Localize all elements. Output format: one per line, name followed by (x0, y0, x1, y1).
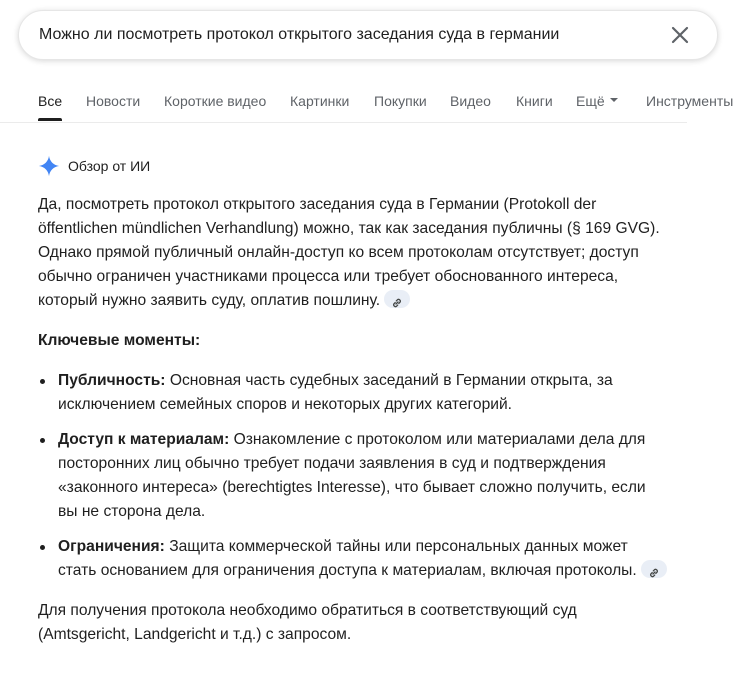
tab-books[interactable]: Книги (516, 93, 553, 109)
tab-tools[interactable]: Инструменты (646, 93, 733, 109)
ai-overview-label: Обзор от ИИ (68, 158, 151, 174)
tab-more-label: Ещё (576, 93, 605, 109)
point-title: Ограничения: (58, 538, 165, 555)
search-tabs (0, 84, 733, 123)
key-points-heading: Ключевые моменты: (38, 332, 201, 349)
point-text: Основная часть судебных заседаний в Германии открыта, за исключением семейных споров и некоторых других категорий. (58, 372, 613, 413)
point-text: Ознакомление с протоколом или материалами дела для посторонних лиц обычно требует подачи заявления в суд и подтверждения «законного интереса» (berechtigtes Interesse), что бывает сложно получить, если вы не сторона дела. (58, 431, 646, 520)
tab-news[interactable]: Новости (86, 93, 141, 109)
close-icon[interactable] (669, 24, 691, 46)
active-tab-indicator (38, 118, 62, 121)
chevron-down-icon (610, 98, 618, 102)
list-item (58, 535, 668, 583)
point-text: Защита коммерческой тайны или персональных данных может стать основанием для ограничения доступа к материалам, включая протоколы. (58, 538, 637, 579)
intro-paragraph (38, 193, 668, 313)
sparkle-icon (38, 155, 60, 177)
point-title: Публичность: (58, 372, 166, 389)
tab-short-videos[interactable]: Короткие видео (164, 93, 267, 109)
link-icon (391, 297, 403, 309)
conclusion-paragraph: Для получения протокола необходимо обратиться в соответствующий суд (Amtsgericht, Landgericht и т.д.) с запросом. (38, 602, 577, 643)
tab-images[interactable]: Картинки (290, 93, 350, 109)
list-item (58, 428, 668, 524)
source-link-chip[interactable] (641, 560, 667, 578)
key-points-list (38, 369, 668, 583)
link-icon (648, 567, 660, 579)
ai-overview-header (38, 154, 150, 178)
ai-overview-content (38, 193, 668, 647)
intro-text: Да, посмотреть протокол открытого заседания суда в Германии (Protokoll der öffentlichen mündlichen Verhandlung) можно, так как заседания публичны (§ 169 GVG). Однако прямой публичный онлайн-доступ ко всем протоколам отсутствует; доступ обычно ограничен участниками процесса или требует обоснованного интереса, который нужно заявить суду, оплатив пошлину. (38, 196, 660, 309)
search-input[interactable]: Можно ли посмотреть протокол открытого заседания суда в германии (39, 26, 560, 43)
tab-all[interactable]: Все (38, 93, 63, 109)
source-link-chip[interactable] (384, 290, 410, 308)
list-item (58, 369, 668, 417)
point-title: Доступ к материалам: (58, 431, 230, 448)
tab-more[interactable] (576, 93, 618, 109)
tab-shopping[interactable]: Покупки (374, 93, 427, 109)
tab-videos[interactable]: Видео (450, 93, 491, 109)
search-bar[interactable] (18, 10, 718, 60)
